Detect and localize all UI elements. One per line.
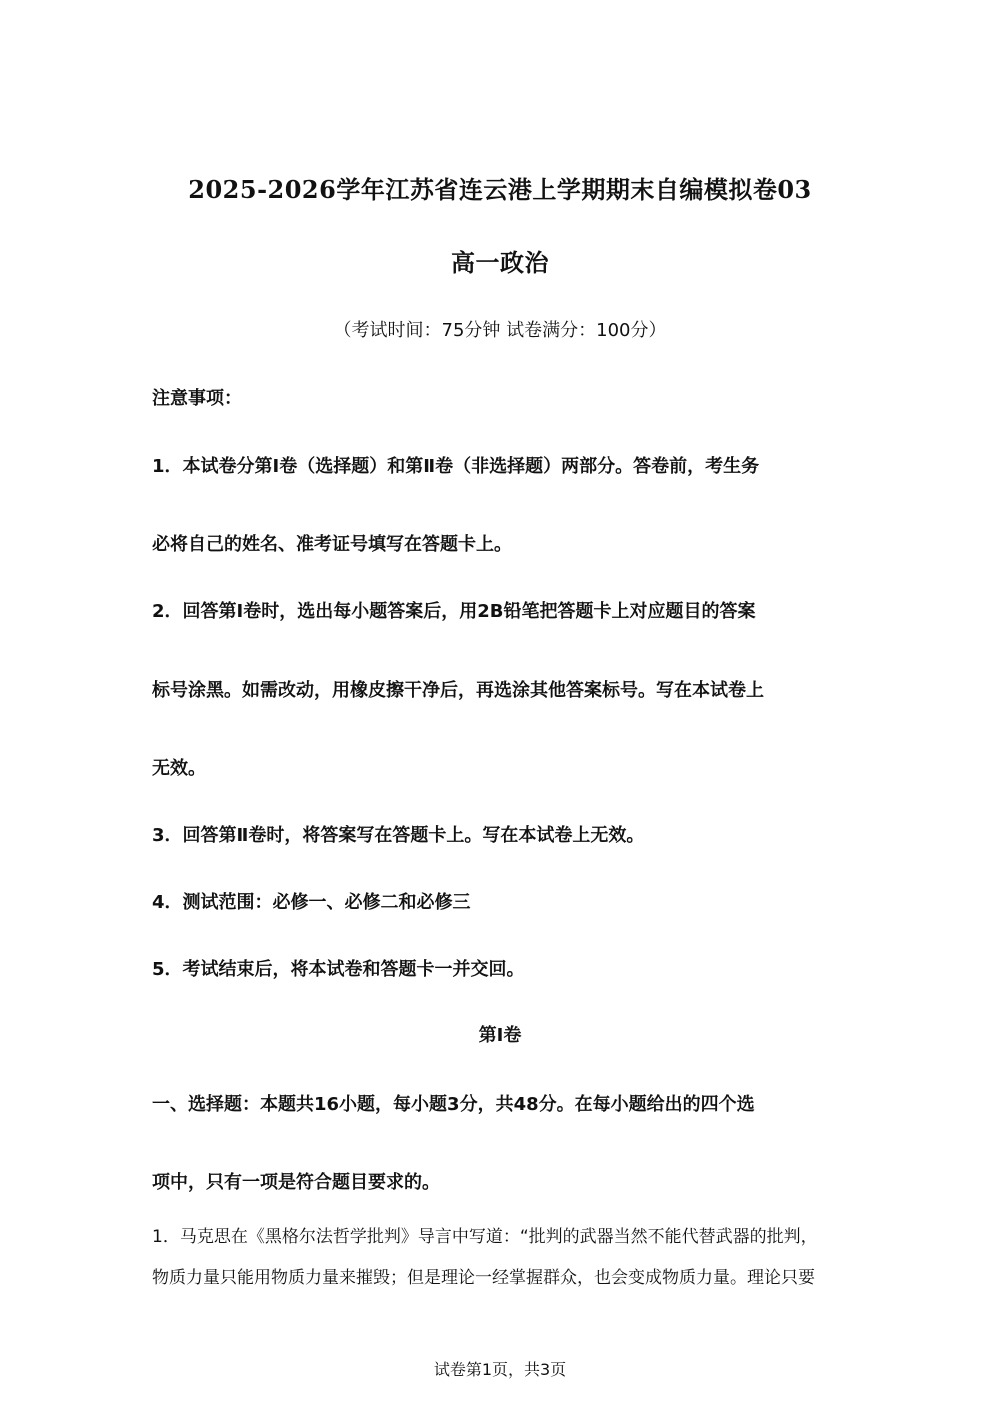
notice-line: 1．本试卷分第Ⅰ卷（选择题）和第Ⅱ卷（非选择题）两部分。答卷前，考生务 bbox=[152, 456, 760, 477]
notice-line: 5．考试结束后，将本试卷和答题卡一并交回。 bbox=[152, 959, 525, 980]
notice-line: 标号涂黑。如需改动，用橡皮擦干净后，再选涂其他答案标号。写在本试卷上 bbox=[152, 680, 764, 701]
notice-heading: 注意事项： bbox=[152, 388, 242, 409]
subject-title: 高一政治 bbox=[451, 248, 549, 277]
notice-line: 2．回答第Ⅰ卷时，选出每小题答案后，用2B铅笔把答题卡上对应题目的答案 bbox=[152, 601, 756, 622]
notice-line: 3．回答第Ⅱ卷时，将答案写在答题卡上。写在本试卷上无效。 bbox=[152, 825, 645, 846]
section-heading-line: 一、选择题：本题共16小题，每小题3分，共48分。在每小题给出的四个选 bbox=[152, 1094, 755, 1115]
question-line: 1．马克思在《黑格尔法哲学批判》导言中写道：“批判的武器当然不能代替武器的批判， bbox=[152, 1227, 818, 1247]
notice-line: 无效。 bbox=[152, 758, 206, 779]
page-footer: 试卷第1页，共3页 bbox=[433, 1360, 567, 1379]
notice-line: 4．测试范围：必修一、必修二和必修三 bbox=[152, 892, 471, 913]
notice-line: 必将自己的姓名、准考证号填写在答题卡上。 bbox=[152, 534, 512, 555]
question-line: 物质力量只能用物质力量来摧毁；但是理论一经掌握群众，也会变成物质力量。理论只要 bbox=[152, 1268, 815, 1288]
part-one-mark: 第Ⅰ卷 bbox=[478, 1025, 522, 1046]
section-heading-line: 项中，只有一项是符合题目要求的。 bbox=[152, 1172, 440, 1193]
exam-info: （考试时间：75分钟 试卷满分：100分） bbox=[333, 320, 667, 341]
exam-title: 2025-2026学年江苏省连云港上学期期末自编模拟卷03 bbox=[188, 175, 812, 204]
